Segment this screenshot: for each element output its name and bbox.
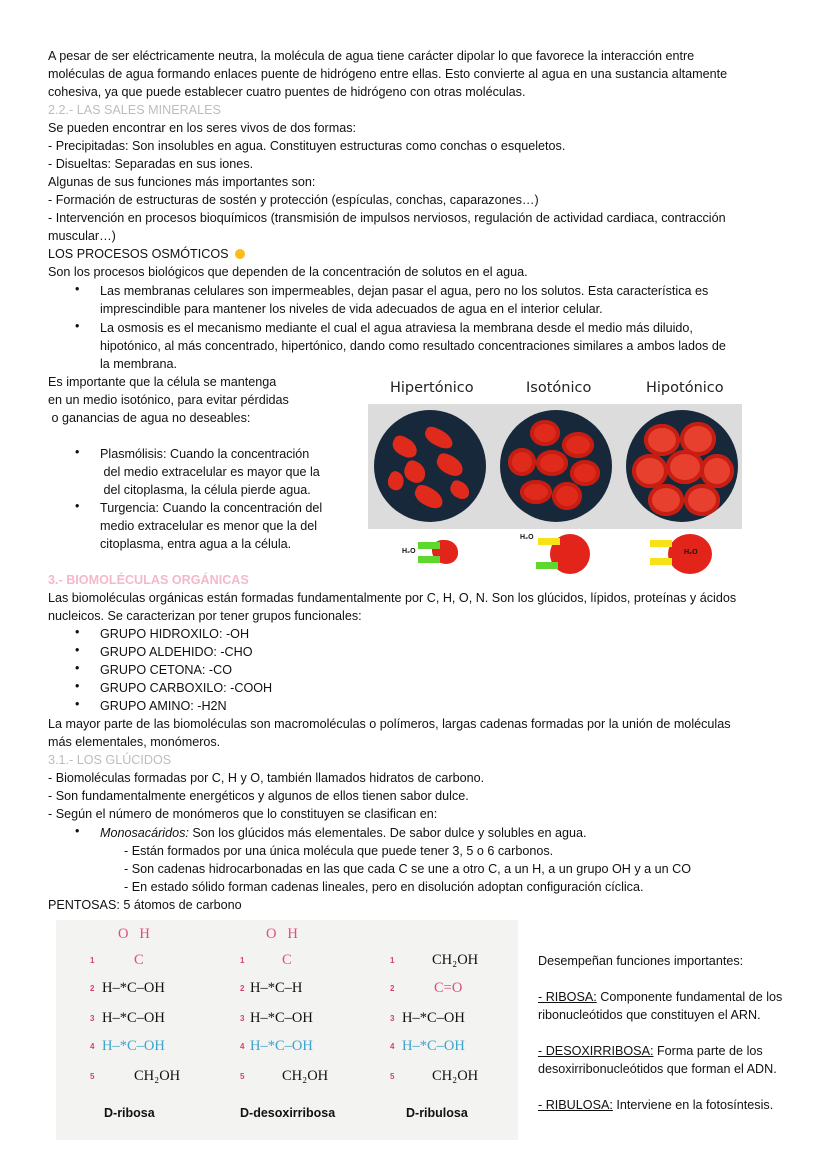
carbon-number: 2: [90, 984, 95, 993]
function-text: Componente fundamental de los: [596, 990, 783, 1004]
aldehyde-oh: O H: [266, 926, 298, 942]
carbon-2: C=O: [434, 980, 463, 996]
mono-point: - Son cadenas hidrocarbonadas en las que cada C se une a otro C, a un H, a un grupo OH y a un CO: [124, 862, 692, 876]
text-line: Las biomoléculas orgánicas están formadas fundamentalmente por C, H, O, N. Son los glúcidos, lípidos, proteínas y ácidos: [48, 591, 737, 605]
carbon-number: 2: [390, 984, 395, 993]
carbon-1: C: [134, 952, 144, 968]
carbon-1: CH₂OH: [432, 952, 479, 968]
label-hipotonico: Hipotónico: [646, 380, 724, 396]
side-line: en un medio isotónico, para evitar pérdidas: [48, 393, 289, 407]
text-line: muscular…): [48, 229, 116, 243]
water-label: H₂O: [684, 549, 698, 556]
term: Monosacáridos:: [100, 826, 189, 840]
carbon-4: H–*C–OH: [402, 1038, 465, 1054]
carbon-4: H–*C–OH: [250, 1038, 313, 1054]
group-item: GRUPO CETONA: -CO: [100, 663, 233, 677]
carbon-5: CH₂OH: [282, 1068, 329, 1084]
carbon-number: 1: [390, 956, 395, 965]
text-line: Algunas de sus funciones más importantes son:: [48, 175, 316, 189]
bullet-line: Las membranas celulares son impermeables, dejan pasar el agua, pero no los solutos. Esta característica es: [100, 284, 709, 298]
bullet-line: la membrana.: [100, 357, 177, 371]
water-label: H₂O: [520, 534, 534, 541]
normal-cells-icon: [500, 410, 612, 522]
group-item: GRUPO AMINO: -H2N: [100, 699, 227, 713]
carbon-number: 2: [240, 984, 245, 993]
bullet-line: citoplasma, entra agua a la célula.: [100, 537, 292, 551]
label-isotonico: Isotónico: [526, 380, 592, 396]
carbon-number: 3: [240, 1014, 245, 1023]
intro-line: moléculas de agua formando enlaces puente de hidrógeno entre ellas. Esto convierte al agua en una sustancia altamente: [48, 67, 728, 81]
arrow-in-icon: [650, 558, 672, 565]
carbon-2: H–*C–H: [250, 980, 303, 996]
bullet-line: Plasmólisis: Cuando la concentración: [100, 447, 310, 461]
carbon-5: CH₂OH: [432, 1068, 479, 1084]
carbon-3: H–*C–OH: [402, 1010, 465, 1026]
carbon-number: 3: [390, 1014, 395, 1023]
side-line: o ganancias de agua no deseables:: [48, 411, 251, 425]
bullet-line: hipotónico, al más concentrado, hipertónico, dando como resultado concentraciones similares a ambos lados de: [100, 339, 726, 353]
swollen-cells-icon: [626, 410, 738, 522]
bullet-line: del medio extracelular es mayor que la: [100, 465, 320, 479]
carbon-number: 5: [90, 1072, 95, 1081]
section-heading-sales: 2.2.- LAS SALES MINERALES: [48, 103, 221, 117]
plasmolysis-diagram: [388, 534, 468, 570]
turgor-diagram: [646, 534, 726, 570]
intro-line: A pesar de ser eléctricamente neutra, la molécula de agua tiene carácter dipolar lo que favorece la interacción entre: [48, 49, 695, 63]
carbon-3: H–*C–OH: [102, 1010, 165, 1026]
function-text: Forma parte de los: [653, 1044, 763, 1058]
bullet-line: Turgencia: Cuando la concentración del: [100, 501, 323, 515]
aldehyde-oh: O H: [118, 926, 150, 942]
arrow-out-icon: [418, 556, 440, 563]
carbon-number: 3: [90, 1014, 95, 1023]
text-line: - Formación de estructuras de sostén y protección (espículas, conchas, caparazones…): [48, 193, 539, 207]
text-line: - Según el número de monómeros que lo constituyen se clasifican en:: [48, 807, 438, 821]
arrow-in-icon: [538, 538, 560, 545]
function-term: - RIBULOSA:: [538, 1098, 613, 1112]
mono-point: - Están formados por una única molécula que puede tener 3, 5 o 6 carbonos.: [124, 844, 554, 858]
section-heading-organicas: 3.- BIOMOLÉCULAS ORGÁNICAS: [48, 573, 249, 587]
group-item: GRUPO CARBOXILO: -COOH: [100, 681, 273, 695]
carbon-number: 4: [90, 1042, 95, 1051]
text-line: PENTOSAS: 5 átomos de carbono: [48, 898, 242, 912]
isotonic-diagram: [518, 534, 598, 570]
text-line: - Disueltas: Separadas en sus iones.: [48, 157, 254, 171]
bullet-line: del citoplasma, la célula pierde agua.: [100, 483, 311, 497]
carbon-1: C: [282, 952, 292, 968]
carbon-number: 4: [390, 1042, 395, 1051]
osmosis-figure: [368, 376, 742, 572]
carbon-number: 1: [240, 956, 245, 965]
mono-point: - En estado sólido forman cadenas lineales, pero en disolución adoptan configuración cíclica.: [124, 880, 644, 894]
shrunken-cells-icon: [374, 410, 486, 522]
definition: Son los glúcidos más elementales. De sabor dulce y solubles en agua.: [188, 826, 587, 840]
carbon-number: 5: [240, 1072, 245, 1081]
bullet-line: imprescindible para mantener los niveles de vida adecuados de agua en el interior celular.: [100, 302, 603, 316]
label-hipertonico: Hipertónico: [390, 380, 474, 396]
water-label: H₂O: [402, 548, 416, 555]
text-line: - Son fundamentalmente energéticos y algunos de ellos tienen sabor dulce.: [48, 789, 469, 803]
monosacaridos-line: [100, 824, 587, 842]
function-text: ribonucleótidos que constituyen el ARN.: [538, 1008, 761, 1022]
function-item: [538, 1042, 763, 1060]
function-term: - DESOXIRRIBOSA:: [538, 1044, 654, 1058]
carbon-3: H–*C–OH: [250, 1010, 313, 1026]
section-heading-glucidos: 3.1.- LOS GLÚCIDOS: [48, 753, 172, 767]
carbon-number: 5: [390, 1072, 395, 1081]
text-line: La mayor parte de las biomoléculas son macromoléculas o polímeros, largas cadenas formadas por la unión de moléculas: [48, 717, 731, 731]
carbon-number: 4: [240, 1042, 245, 1051]
yellow-dot-icon: [235, 249, 245, 259]
carbon-5: CH₂OH: [134, 1068, 181, 1084]
carbon-number: 1: [90, 956, 95, 965]
text-line: nucleicos. Se caracterizan por tener grupos funcionales:: [48, 609, 362, 623]
arrow-out-icon: [536, 562, 558, 569]
function-text: Interviene en la fotosíntesis.: [612, 1098, 774, 1112]
osmotic-heading: [48, 245, 245, 263]
bullet-line: La osmosis es el mecanismo mediante el cual el agua atraviesa la membrana desde el medio más diluido,: [100, 321, 693, 335]
structure-name: D-ribulosa: [406, 1106, 468, 1120]
group-item: GRUPO HIDROXILO: -OH: [100, 627, 250, 641]
text-line: Se pueden encontrar en los seres vivos de dos formas:: [48, 121, 357, 135]
text-line: - Precipitadas: Son insolubles en agua. Constituyen estructuras como conchas o esqueletos.: [48, 139, 566, 153]
bullet-line: medio extracelular es menor que la del: [100, 519, 318, 533]
text-line: - Biomoléculas formadas por C, H y O, también llamados hidratos de carbono.: [48, 771, 485, 785]
carbon-4: H–*C–OH: [102, 1038, 165, 1054]
text-line: Son los procesos biológicos que dependen de la concentración de solutos en el agua.: [48, 265, 528, 279]
function-item: [538, 988, 782, 1006]
text-line: - Intervención en procesos bioquímicos (transmisión de impulsos nerviosos, regulación de actividad cardiaca, contracción: [48, 211, 726, 225]
intro-line: cohesiva, ya que puede establecer cuatro puentes de hidrógeno con otras moléculas.: [48, 85, 526, 99]
pentose-structures-figure: [56, 920, 518, 1140]
arrow-in-icon: [650, 540, 672, 547]
function-term: - RIBOSA:: [538, 990, 597, 1004]
function-text: desoxirribonucleótidos que forman el ADN.: [538, 1062, 777, 1076]
structure-name: D-ribosa: [104, 1106, 155, 1120]
structure-name: D-desoxirribosa: [240, 1106, 336, 1120]
osmotic-heading-text: LOS PROCESOS OSMÓTICOS: [48, 247, 229, 261]
carbon-2: H–*C–OH: [102, 980, 165, 996]
text-line: más elementales, monómeros.: [48, 735, 221, 749]
function-item: [538, 1096, 773, 1114]
functions-intro: Desempeñan funciones importantes:: [538, 954, 744, 968]
group-item: GRUPO ALDEHIDO: -CHO: [100, 645, 253, 659]
arrow-out-icon: [418, 542, 440, 549]
side-line: Es importante que la célula se mantenga: [48, 375, 277, 389]
